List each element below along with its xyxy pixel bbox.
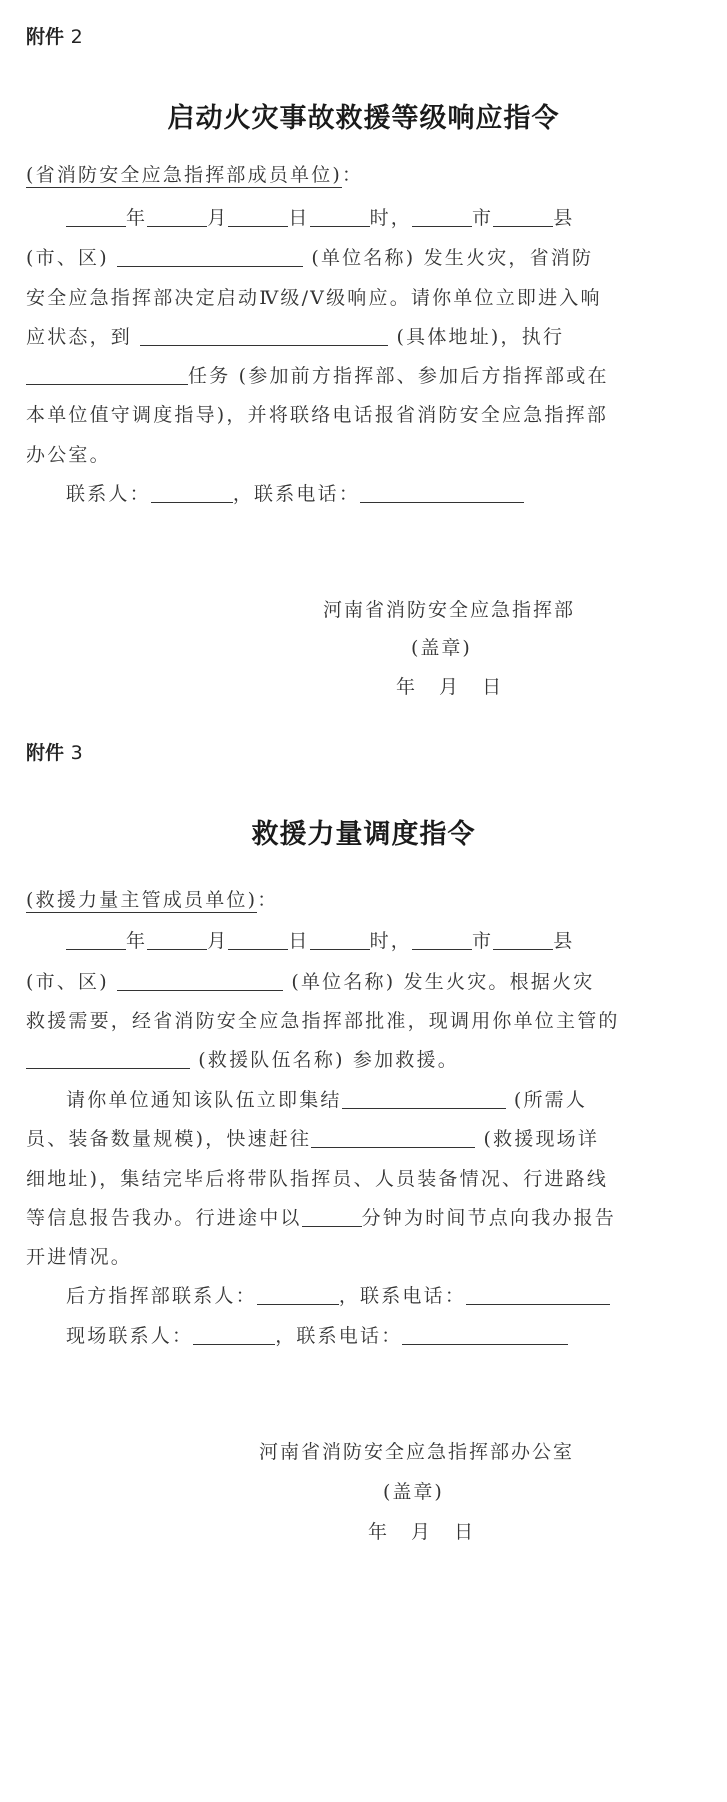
month-blank[interactable] (147, 207, 207, 227)
addressee: (救援力量主管成员单位)： (26, 889, 279, 911)
site-contact-phone-blank[interactable] (402, 1325, 568, 1345)
year-blank[interactable] (66, 207, 126, 227)
annex-3-page (0, 742, 727, 1760)
hour-blank[interactable] (310, 930, 370, 950)
team-name-blank[interactable] (26, 1049, 190, 1069)
paragraph-line: 开进情况。 (26, 1246, 133, 1268)
county-blank[interactable] (493, 207, 553, 227)
month-blank[interactable] (147, 930, 207, 950)
day-blank[interactable] (228, 930, 288, 950)
address-blank[interactable] (140, 326, 388, 346)
contact-person-blank[interactable] (151, 483, 233, 503)
annex-label: 附件 3 (26, 742, 83, 764)
paragraph-line: 年 月 日 时， 市 县 (66, 203, 574, 230)
paragraph-line: 任务 (参加前方指挥部、参加后方指挥部或在 (26, 361, 609, 388)
minutes-blank[interactable] (302, 1207, 362, 1227)
contact-phone-blank[interactable] (360, 483, 524, 503)
contact-line: 现场联系人： ，联系电话： (66, 1321, 568, 1348)
city-blank[interactable] (412, 930, 472, 950)
contact-line: 后方指挥部联系人： ，联系电话： (66, 1281, 610, 1308)
annex-label: 附件 2 (26, 26, 83, 48)
signature-org: 河南省消防安全应急指挥部办公室 (259, 1441, 575, 1463)
task-blank[interactable] (26, 365, 188, 385)
year-blank[interactable] (66, 930, 126, 950)
paragraph-line: 年 月 日 时， 市 县 (66, 926, 574, 953)
contact-line: 联系人： ，联系电话： (66, 479, 524, 506)
county-blank[interactable] (493, 930, 553, 950)
site-address-blank[interactable] (311, 1128, 475, 1148)
paragraph-line: 员、装备数量规模)，快速赶往 (救援现场详 (26, 1128, 600, 1150)
paragraph-line: (救援队伍名称) 参加救援。 (26, 1045, 459, 1072)
sign-date: 年 月 日 (368, 1521, 476, 1543)
paragraph-line: 等信息报告我办。行进途中以 分钟为时间节点向我办报告 (26, 1207, 617, 1229)
unit-name-blank[interactable] (117, 971, 283, 991)
city-blank[interactable] (412, 207, 472, 227)
signature-org: 河南省消防安全应急指挥部 (323, 599, 576, 621)
paragraph-line: 细地址)，集结完毕后将带队指挥员、人员装备情况、行进路线 (26, 1168, 609, 1190)
paragraph-line: 办公室。 (26, 444, 111, 466)
day-blank[interactable] (228, 207, 288, 227)
unit-name-blank[interactable] (117, 247, 303, 267)
personnel-blank[interactable] (342, 1089, 506, 1109)
paragraph-line: 本单位值守调度指导)，并将联络电话报省消防安全应急指挥部 (26, 404, 609, 426)
paragraph-line: (市、区) (单位名称) 发生火灾。根据火灾 (26, 971, 595, 993)
paragraph-line: 安全应急指挥部决定启动Ⅳ级/Ⅴ级响应。请你单位立即进入响 (26, 287, 602, 309)
site-contact-person-blank[interactable] (193, 1325, 275, 1345)
paragraph-line: 应状态，到 (具体地址)，执行 (26, 326, 565, 348)
paragraph-line: (市、区) (单位名称) 发生火灾，省消防 (26, 247, 594, 269)
seal-note: (盖章) (383, 1481, 444, 1503)
hour-blank[interactable] (310, 207, 370, 227)
page-title: 救援力量调度指令 (251, 819, 476, 850)
paragraph-line: 救援需要，经省消防安全应急指挥部批准，现调用你单位主管的 (26, 1010, 620, 1032)
rear-contact-person-blank[interactable] (257, 1285, 339, 1305)
annex-2-page (0, 0, 727, 900)
addressee: (省消防安全应急指挥部成员单位)： (26, 164, 364, 186)
paragraph-line: 请你单位通知该队伍立即集结 (所需人 (66, 1089, 588, 1111)
sign-date: 年 月 日 (396, 676, 504, 698)
page-title: 启动火灾事故救援等级响应指令 (167, 103, 560, 134)
rear-contact-phone-blank[interactable] (466, 1285, 610, 1305)
seal-note: (盖章) (411, 637, 472, 659)
